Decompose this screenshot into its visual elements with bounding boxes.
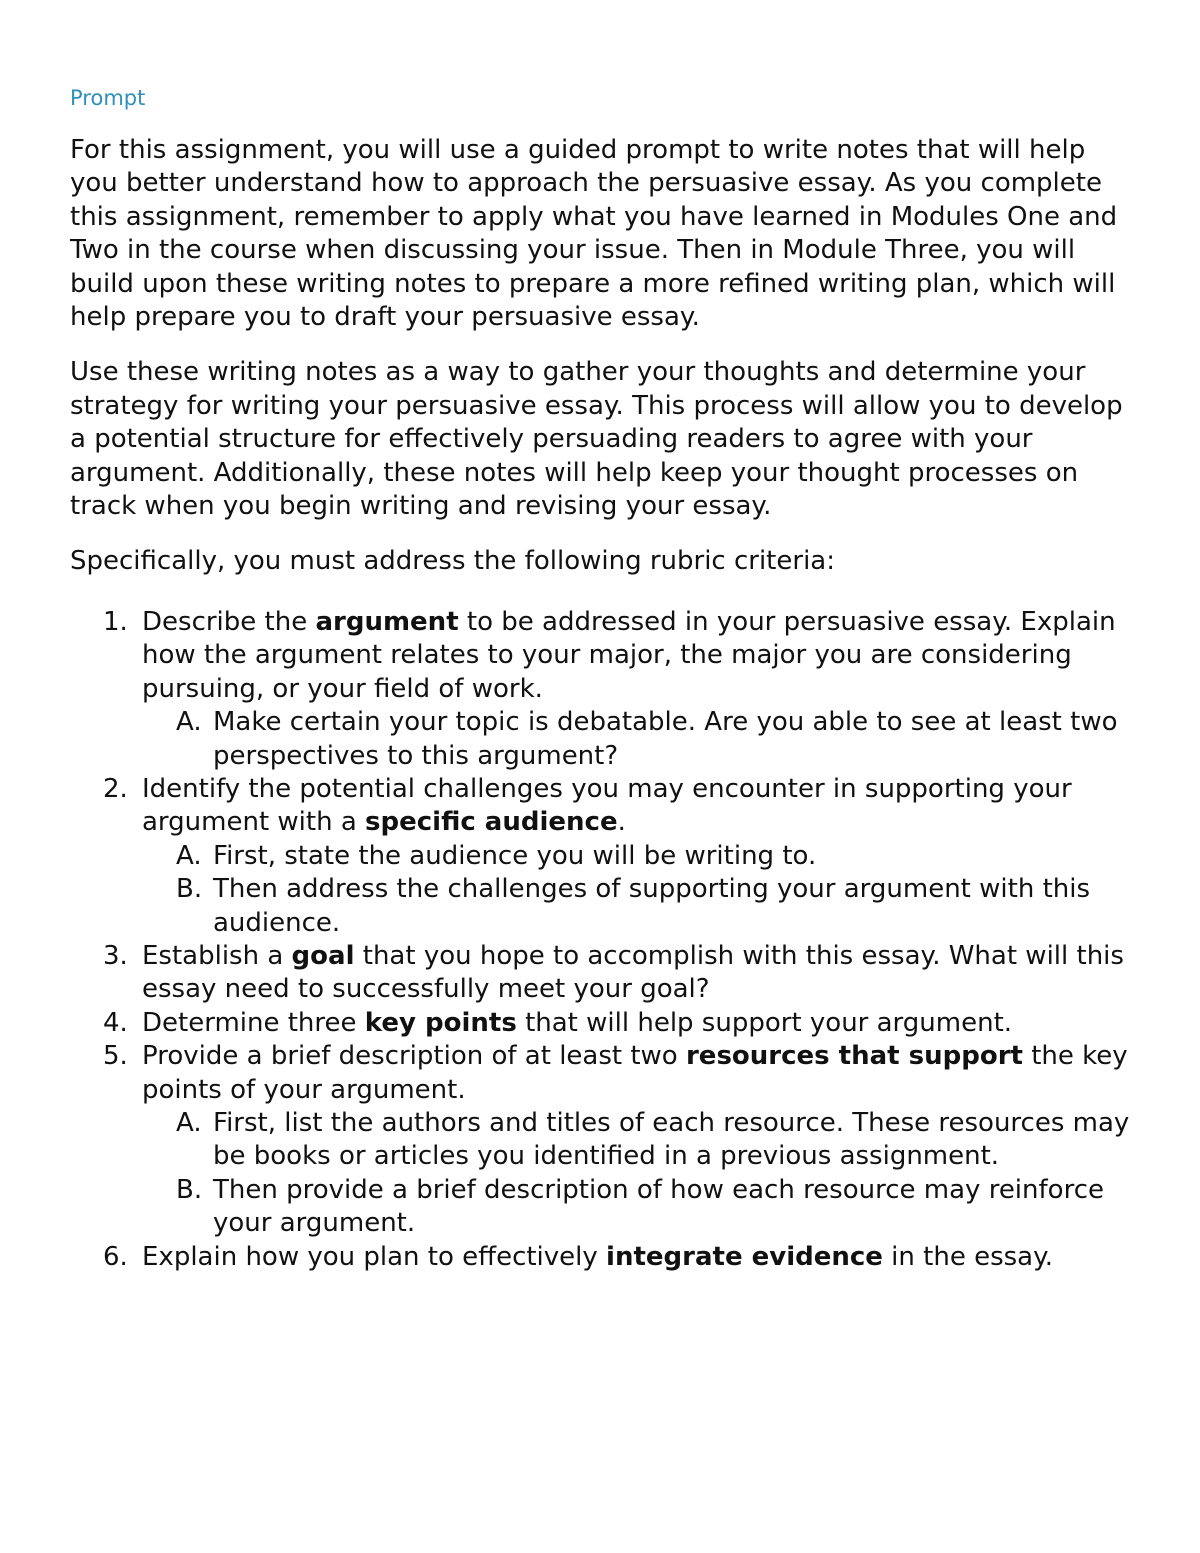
- rubric-item: [70, 606, 1140, 773]
- rubric-intro: Specifically, you must address the following rubric criteria:: [70, 546, 835, 577]
- rubric-item-text: that will help support your argument.: [516, 1007, 1013, 1038]
- rubric-subitem-text: First, list the authors and titles of each resource. These resources may be books or articles you identified in a previous assignment.: [213, 1107, 1130, 1172]
- rubric-item-number: 6.: [103, 1241, 128, 1272]
- rubric-item: [70, 1241, 1140, 1274]
- rubric-subitem: [70, 1174, 1140, 1241]
- rubric-subitem-text: First, state the audience you will be writing to.: [213, 840, 817, 871]
- rubric-item-text: that you hope to accomplish with this essay. What will this essay need to successfully meet your goal?: [142, 940, 1124, 1005]
- rubric-subitem-text: Then provide a brief description of how each resource may reinforce your argument.: [213, 1174, 1104, 1239]
- rubric-item-number: 3.: [103, 940, 128, 971]
- rubric-item: [70, 1007, 1140, 1040]
- rubric-item-text: .: [617, 807, 626, 838]
- rubric-item-number: 4.: [103, 1007, 128, 1038]
- paragraph-intro: For this assignment, you will use a guided prompt to write notes that will help you better understand how to approach the persuasive essay. As you complete this assignment, remember to apply what you have learned in Modules One and Two in the course when discussing your issue. Then in Module Three, you will build upon these writing notes to prepare a more refined writing plan, which will help prepare you to draft your persuasive essay.: [70, 135, 1118, 333]
- rubric-item-keyword: specific audience: [365, 807, 618, 838]
- rubric-item-text: the key points of your argument.: [142, 1041, 1128, 1105]
- rubric-item-text: in the essay.: [882, 1241, 1054, 1272]
- rubric-subitem-letter: B.: [176, 874, 203, 905]
- rubric-item-keyword: key points: [364, 1007, 517, 1038]
- rubric-item-number: 5.: [103, 1041, 128, 1072]
- rubric-item-text: to be addressed in your persuasive essay. Explain how the argument relates to your major, the major you are considering pursuing, or your field of work.: [142, 606, 1116, 704]
- rubric-item-keyword: resources that support: [685, 1041, 1023, 1072]
- paragraph-strategy: Use these writing notes as a way to gather your thoughts and determine your strategy for writing your persuasive essay. This process will allow you to develop a potential structure for effectively persuading readers to agree with your argument. Additionally, these notes will help keep your thought processes on track when you begin writing and revising your essay.: [70, 357, 1123, 522]
- rubric-subitem-text: Make certain your topic is debatable. Are you able to see at least two perspectives to this argument?: [213, 707, 1118, 771]
- rubric-subitem: [70, 706, 1140, 773]
- rubric-subitem-letter: A.: [176, 1107, 202, 1138]
- rubric-item: [70, 773, 1140, 940]
- rubric-item-keyword: integrate evidence: [606, 1241, 883, 1272]
- rubric-item-text: Determine three: [142, 1007, 365, 1038]
- rubric-item-text: Describe the: [142, 606, 316, 637]
- rubric-subitem-letter: A.: [176, 840, 202, 871]
- rubric-item-text: Provide a brief description of at least two: [142, 1041, 686, 1072]
- document-page: [70, 84, 1140, 1274]
- rubric-item-number: 1.: [103, 606, 128, 637]
- rubric-item: [70, 1040, 1140, 1240]
- rubric-item: [70, 940, 1140, 1007]
- rubric-subitem: [70, 873, 1140, 940]
- section-heading: Prompt: [70, 86, 146, 110]
- rubric-item-text: Identify the potential challenges you may encounter in supporting your argument with a: [142, 773, 1072, 838]
- rubric-list: [70, 606, 1140, 1274]
- rubric-subitem-text: Then address the challenges of supporting your argument with this audience.: [213, 874, 1091, 938]
- rubric-item-text: Establish a: [142, 940, 292, 971]
- rubric-item-keyword: argument: [315, 606, 459, 637]
- rubric-item-keyword: goal: [291, 940, 355, 971]
- rubric-item-number: 2.: [103, 773, 128, 804]
- rubric-item-text: Explain how you plan to effectively: [142, 1241, 607, 1272]
- rubric-subitem: [70, 840, 1140, 873]
- rubric-subitem-letter: A.: [176, 707, 202, 738]
- rubric-subitem-letter: B.: [176, 1174, 203, 1205]
- rubric-subitem: [70, 1107, 1140, 1174]
